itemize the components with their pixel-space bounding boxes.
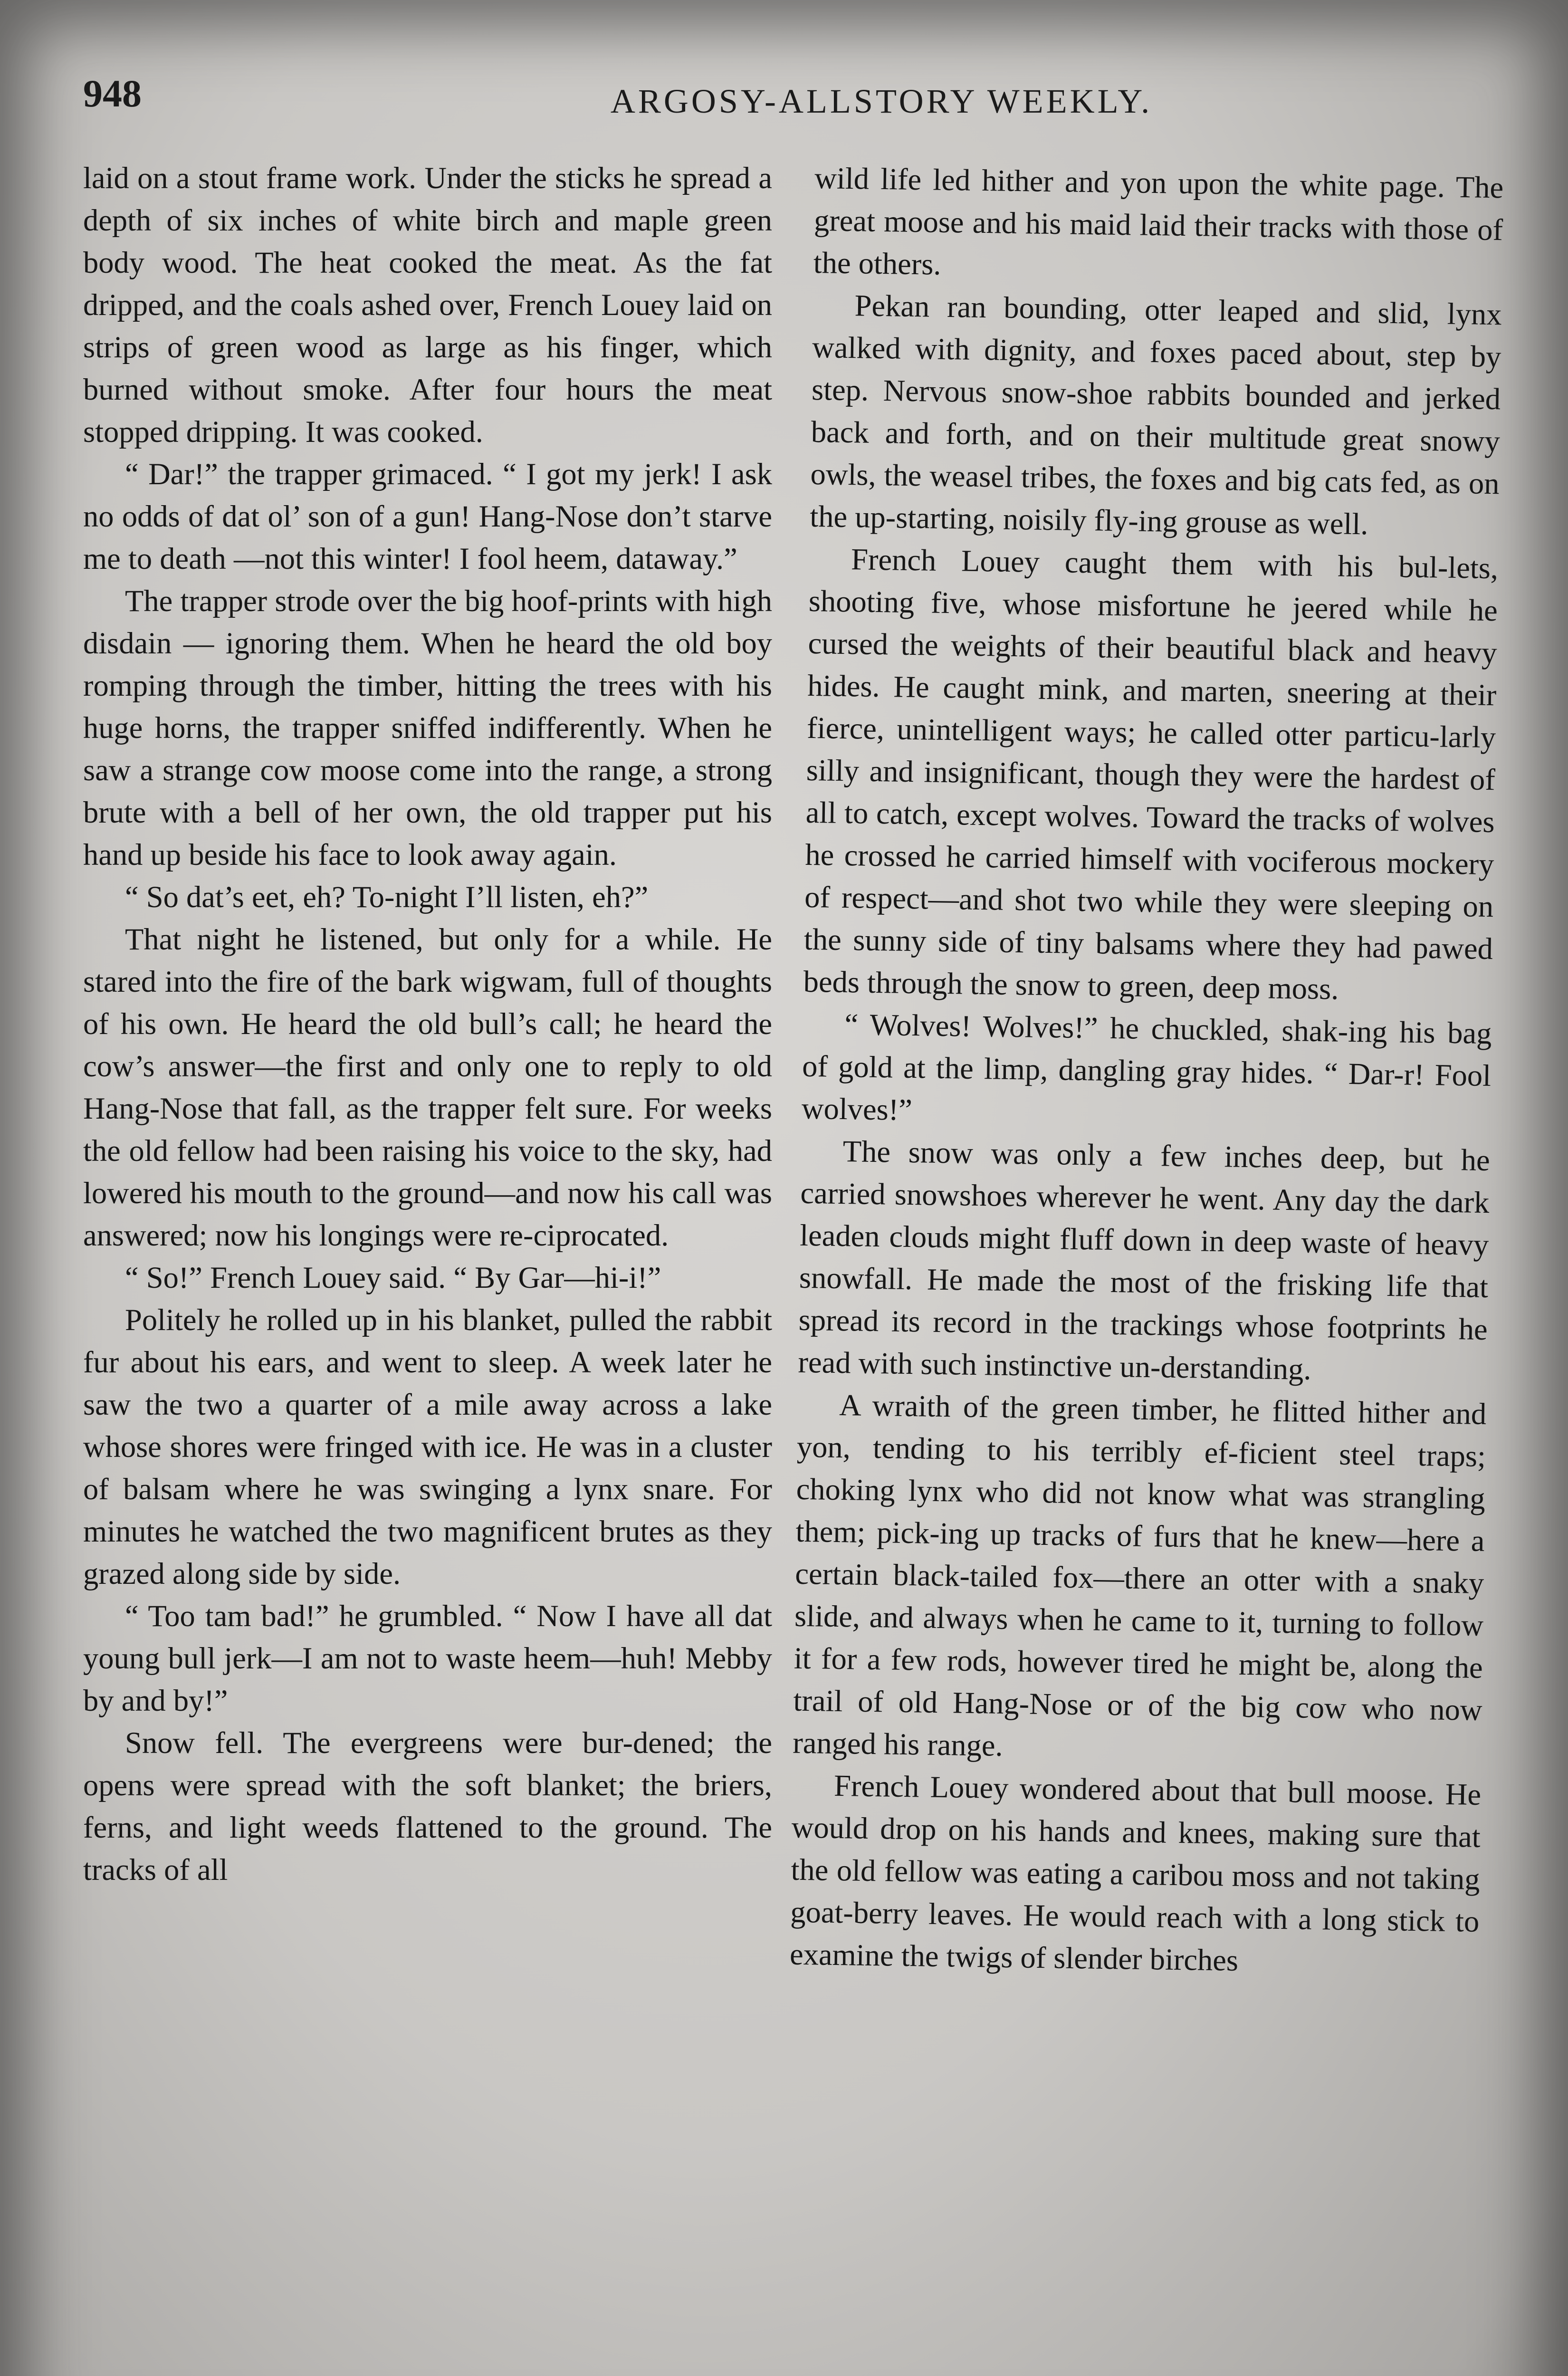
paragraph: “ Too tam bad!” he grumbled. “ Now I have all dat young bull jerk—I am not to waste heem—huh! Mebby by and by!” <box>83 1599 772 1717</box>
paragraph: A wraith of the green timber, he flitted hither and yon, tending to his terribly ef-ficient steel traps; choking lynx who did not know what was strangling them; pick-ing up tracks of furs that he knew—here a certain black-tailed fox—there an otter with a snaky slide, and always when he came to it, turning to follow it for a few rods, however tired he might be, along the trail of old Hang-Nose or of the big cow who now ranged his range. <box>792 1388 1487 1763</box>
running-head: ARGOSY-ALLSTORY WEEKLY. <box>610 82 1153 120</box>
paragraph: “ Dar!” the trapper grimaced. “ I got my jerk! I ask no odds of dat ol’ son of a gun! Hang-Nose don’t starve me to death —not this winter! I fool heem, dataway.” <box>83 457 772 575</box>
paragraph: French Louey caught them with his bul-lets, shooting five, whose misfortune he jeered while he cursed the weights of their beautiful black and heavy hides. He caught mink, and marten, sneering at their fierce, unintelligent ways; he called otter particu-larly silly and insignificant, though they were the hardest of all to catch, except wolves. Toward the tracks of wolves he crossed he carried himself with vociferous mockery of respect—and shot two while they were sleeping on the sunny side of tiny balsams where they had pawed beds through the snow to green, deep moss. <box>803 542 1499 1006</box>
paragraph: The trapper strode over the big hoof-prints with high disdain — ignoring them. When he heard the old boy romping through the timber, hitting the trees with his huge horns, the trapper sniffed indifferently. When he saw a strange cow moose come into the range, a strong brute with a bell of her own, the old trapper put his hand up beside his face to look away again. <box>83 584 772 872</box>
paragraph: Pekan ran bounding, otter leaped and slid, lynx walked with dignity, and foxes paced about, step by step. Nervous snow-shoe rabbits bounded and jerked back and forth, and on their multitude great snowy owls, the weasel tribes, the foxes and big cats fed, as on the up-starting, noisily fly-ing grouse as well. <box>809 288 1502 541</box>
right-column <box>790 157 1504 1985</box>
paragraph: Politely he rolled up in his blanket, pulled the rabbit fur about his ears, and went to sleep. A week later he saw the two a quarter of a mile away across a lake whose shores were fringed with ice. He was in a cluster of balsam where he was swinging a lynx snare. For minutes he watched the two magnificent brutes as they grazed along side by side. <box>83 1303 772 1590</box>
page-header <box>83 71 1485 133</box>
page-number: 948 <box>83 72 142 115</box>
paragraph: “ Wolves! Wolves!” he chuckled, shak-ing his bag of gold at the limp, dangling gray hides. “ Dar-r! Fool wolves!” <box>801 1007 1492 1127</box>
left-column <box>83 157 772 1891</box>
paragraph: French Louey wondered about that bull moose. He would drop on his hands and knees, making sure that the old fellow was eating a caribou moss and not taking goat-berry leaves. He would reach with a long stick to examine the twigs of slender birches <box>789 1768 1482 1977</box>
paragraph: laid on a stout frame work. Under the sticks he spread a depth of six inches of white birch and maple green body wood. The heat cooked the meat. As the fat dripped, and the coals ashed over, French Louey laid on strips of green wood as large as his finger, which burned without smoke. After four hours the meat stopped dripping. It was cooked. <box>83 161 772 449</box>
paragraph: That night he listened, but only for a while. He stared into the fire of the bark wigwam, full of thoughts of his own. He heard the old bull’s call; he heard the cow’s answer—the first and only one to reply to old Hang-Nose that fall, as the trapper felt sure. For weeks the old fellow had been raising his voice to the sky, had lowered his mouth to the ground—and now his call was answered; now his longings were re-ciprocated. <box>83 922 772 1252</box>
paragraph: wild life led hither and yon upon the white page. The great moose and his maid laid their tracks with those of the others. <box>813 161 1504 281</box>
paragraph: “ So!” French Louey said. “ By Gar—hi-i!” <box>125 1261 661 1294</box>
paragraph: “ So dat’s eet, eh? To-night I’ll listen, eh?” <box>125 880 649 914</box>
paragraph: The snow was only a few inches deep, but he carried snowshoes wherever he went. Any day the dark leaden clouds might fluff down in deep waste of heavy snowfall. He made the most of the frisking life that spread its record in the trackings whose footprints he read with such instinctive un-derstanding. <box>798 1134 1491 1386</box>
paragraph: Snow fell. The evergreens were bur-dened; the opens were spread with the soft blanket; the briers, ferns, and light weeds flattened to the ground. The tracks of all <box>83 1726 772 1887</box>
